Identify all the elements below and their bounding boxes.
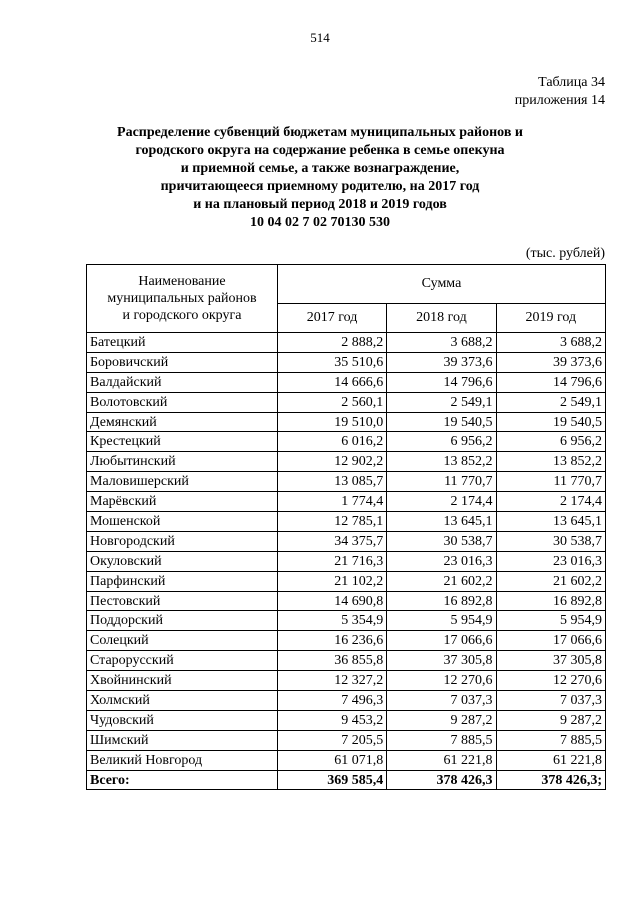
value-2018-cell: 30 538,7	[387, 531, 496, 551]
district-name-cell: Поддорский	[87, 611, 278, 631]
district-name-cell: Валдайский	[87, 372, 278, 392]
table-row	[87, 333, 606, 353]
value-2017-cell: 21 716,3	[277, 551, 386, 571]
value-2018-cell: 11 770,7	[387, 472, 496, 492]
value-2018-cell: 3 688,2	[387, 333, 496, 353]
value-2018-cell: 37 305,8	[387, 651, 496, 671]
total-row	[87, 770, 606, 790]
district-name-cell: Мошенской	[87, 512, 278, 532]
value-2017-cell: 6 016,2	[277, 432, 386, 452]
value-2019-cell: 12 270,6	[496, 671, 605, 691]
value-2018-cell: 13 645,1	[387, 512, 496, 532]
column-header-sum: Сумма	[277, 265, 605, 304]
value-2019-cell: 23 016,3	[496, 551, 605, 571]
value-2019-cell: 16 892,8	[496, 591, 605, 611]
value-2019-cell: 5 954,9	[496, 611, 605, 631]
value-2017-cell: 12 327,2	[277, 671, 386, 691]
column-header-2019: 2019 год	[496, 304, 605, 333]
value-2018-cell: 16 892,8	[387, 591, 496, 611]
value-2018-cell: 39 373,6	[387, 352, 496, 372]
value-2017-cell: 7 205,5	[277, 730, 386, 750]
value-2018-cell: 6 956,2	[387, 432, 496, 452]
district-name-cell: Великий Новгород	[87, 750, 278, 770]
table-row	[87, 710, 606, 730]
district-name-cell: Шимский	[87, 730, 278, 750]
value-2019-cell: 2 549,1	[496, 392, 605, 412]
table-row	[87, 412, 606, 432]
value-2018-cell: 7 885,5	[387, 730, 496, 750]
table-number: Таблица 34	[538, 75, 605, 90]
value-2018-cell: 23 016,3	[387, 551, 496, 571]
page-number: 514	[310, 30, 330, 45]
district-name-cell: Крестецкий	[87, 432, 278, 452]
column-header-2018: 2018 год	[387, 304, 496, 333]
table-row	[87, 472, 606, 492]
total-2017-cell: 369 585,4	[277, 770, 386, 790]
district-name-cell: Окуловский	[87, 551, 278, 571]
total-2019-cell: 378 426,3;	[496, 770, 605, 790]
district-name-cell: Марёвский	[87, 492, 278, 512]
table-row	[87, 392, 606, 412]
value-2017-cell: 13 085,7	[277, 472, 386, 492]
district-name-cell: Чудовский	[87, 710, 278, 730]
value-2019-cell: 61 221,8	[496, 750, 605, 770]
total-label-cell: Всего:	[87, 770, 278, 790]
table-row	[87, 531, 606, 551]
district-name-cell: Любытинский	[87, 452, 278, 472]
value-2017-cell: 21 102,2	[277, 571, 386, 591]
value-2019-cell: 13 852,2	[496, 452, 605, 472]
value-2018-cell: 13 852,2	[387, 452, 496, 472]
value-2019-cell: 2 174,4	[496, 492, 605, 512]
table-body	[87, 333, 606, 790]
table-row	[87, 730, 606, 750]
value-2018-cell: 17 066,6	[387, 631, 496, 651]
value-2017-cell: 14 690,8	[277, 591, 386, 611]
value-2019-cell: 6 956,2	[496, 432, 605, 452]
table-row	[87, 571, 606, 591]
value-2017-cell: 5 354,9	[277, 611, 386, 631]
district-name-cell: Маловишерский	[87, 472, 278, 492]
value-2017-cell: 14 666,6	[277, 372, 386, 392]
value-2018-cell: 5 954,9	[387, 611, 496, 631]
table-row	[87, 551, 606, 571]
value-2018-cell: 2 549,1	[387, 392, 496, 412]
appendix-number: приложения 14	[514, 93, 605, 108]
value-2019-cell: 13 645,1	[496, 512, 605, 532]
district-name-cell: Демянский	[87, 412, 278, 432]
header-row-1	[87, 265, 606, 304]
table-row	[87, 452, 606, 472]
value-2018-cell: 2 174,4	[387, 492, 496, 512]
table-row	[87, 372, 606, 392]
value-2017-cell: 7 496,3	[277, 691, 386, 711]
value-2019-cell: 3 688,2	[496, 333, 605, 353]
district-name-cell: Новгородский	[87, 531, 278, 551]
district-name-cell: Батецкий	[87, 333, 278, 353]
subvention-table	[86, 264, 606, 790]
table-row	[87, 432, 606, 452]
table-row	[87, 671, 606, 691]
district-name-cell: Волотовский	[87, 392, 278, 412]
value-2017-cell: 2 888,2	[277, 333, 386, 353]
value-2019-cell: 37 305,8	[496, 651, 605, 671]
table-row	[87, 631, 606, 651]
value-2019-cell: 19 540,5	[496, 412, 605, 432]
table-row	[87, 691, 606, 711]
value-2017-cell: 61 071,8	[277, 750, 386, 770]
value-2019-cell: 14 796,6	[496, 372, 605, 392]
value-2019-cell: 9 287,2	[496, 710, 605, 730]
value-2017-cell: 19 510,0	[277, 412, 386, 432]
value-2019-cell: 7 037,3	[496, 691, 605, 711]
value-2018-cell: 12 270,6	[387, 671, 496, 691]
district-name-cell: Холмский	[87, 691, 278, 711]
column-header-2017: 2017 год	[277, 304, 386, 333]
table-row	[87, 492, 606, 512]
value-2017-cell: 9 453,2	[277, 710, 386, 730]
table-row	[87, 750, 606, 770]
district-name-cell: Хвойнинский	[87, 671, 278, 691]
value-2017-cell: 12 785,1	[277, 512, 386, 532]
value-2018-cell: 7 037,3	[387, 691, 496, 711]
table-row	[87, 611, 606, 631]
table-row	[87, 591, 606, 611]
table-row	[87, 352, 606, 372]
value-2019-cell: 21 602,2	[496, 571, 605, 591]
value-2017-cell: 12 902,2	[277, 452, 386, 472]
value-2018-cell: 9 287,2	[387, 710, 496, 730]
value-2018-cell: 14 796,6	[387, 372, 496, 392]
value-2019-cell: 7 885,5	[496, 730, 605, 750]
total-2018-cell: 378 426,3	[387, 770, 496, 790]
table-row	[87, 512, 606, 532]
district-name-cell: Боровичский	[87, 352, 278, 372]
value-2019-cell: 30 538,7	[496, 531, 605, 551]
value-2018-cell: 21 602,2	[387, 571, 496, 591]
value-2017-cell: 2 560,1	[277, 392, 386, 412]
value-2017-cell: 36 855,8	[277, 651, 386, 671]
district-name-cell: Солецкий	[87, 631, 278, 651]
value-2019-cell: 39 373,6	[496, 352, 605, 372]
value-2017-cell: 16 236,6	[277, 631, 386, 651]
value-2017-cell: 35 510,6	[277, 352, 386, 372]
value-2019-cell: 11 770,7	[496, 472, 605, 492]
district-name-cell: Пестовский	[87, 591, 278, 611]
value-2017-cell: 1 774,4	[277, 492, 386, 512]
district-name-cell: Парфинский	[87, 571, 278, 591]
units-label: (тыс. рублей)	[525, 246, 605, 261]
district-name-cell: Старорусский	[87, 651, 278, 671]
column-header-name: Наименование муниципальных районов и городского округа	[87, 265, 278, 333]
table-row	[87, 651, 606, 671]
value-2019-cell: 17 066,6	[496, 631, 605, 651]
value-2017-cell: 34 375,7	[277, 531, 386, 551]
table-reference	[515, 74, 605, 110]
document-title: Распределение субвенций бюджетам муниципальных районов и городского округа на содержание ребенка в семье опекуна и приемной семье, а также вознаграждение, причитающееся приемному родителю, на 2017 год и на плановый период 2018 и 2019 годов 10 04 02 7 02 70130 530	[117, 125, 523, 230]
value-2018-cell: 19 540,5	[387, 412, 496, 432]
value-2018-cell: 61 221,8	[387, 750, 496, 770]
